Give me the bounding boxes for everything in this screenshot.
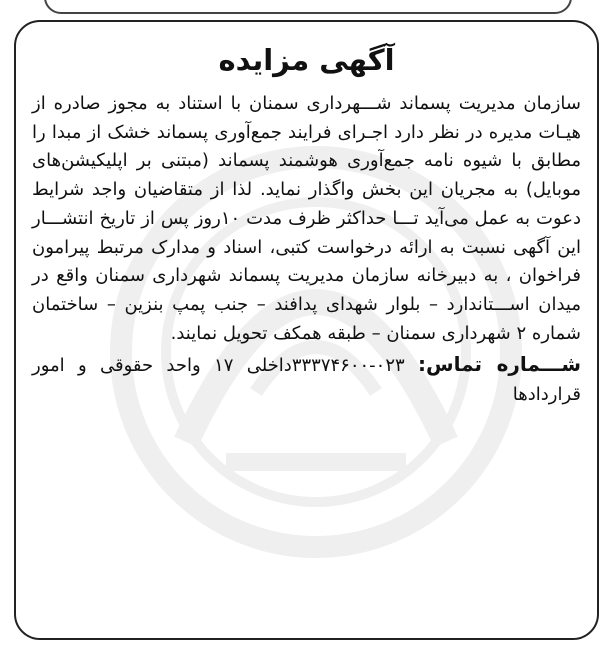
auction-notice-box xyxy=(14,20,599,640)
notice-content xyxy=(32,38,581,410)
contact-line xyxy=(32,350,581,409)
contact-info: ۰۲۳-۳۳۳۷۴۶۰۰داخلی ۱۷ واحد حقوقی و امور قراردادها xyxy=(32,355,581,406)
contact-label: شـــماره تماس: xyxy=(418,352,582,377)
notice-title: آگهی مزایده xyxy=(218,43,395,77)
notice-body: سازمان مدیریت پسماند شـــهرداری سمنان با استناد به مجوز صادره از هیـات مدیره در نظر دارد اجـرای فرایند جمع‌آوری پسماند خشک از مبدا را مطابق با شیوه نامه جمع‌آوری هوشمند پسماند (مبتنی بر اپلیکیشن‌های موبایل) به مجریان این بخش واگذار نماید. لذا از متقاضیان واجد شرایط دعوت به عمل می‌آید تـــا حداکثر ظرف مدت ۱۰روز پس از تاریخ انتشـــار این آگهی نسبت به ارائه درخواست کتبی، اسناد و مدارک مرتبط پیرامون فراخوان ، به دبیرخانه سازمان مدیریت پسماند شهرداری سمنان واقع در میدان اســـتاندارد – بلوار شهدای پدافند – جنب پمپ بنزین – ساختمان شماره ۲ شهرداری سمنان – طبقه همکف تحویل نمایند. xyxy=(32,93,581,344)
previous-ad-frame xyxy=(44,0,572,14)
